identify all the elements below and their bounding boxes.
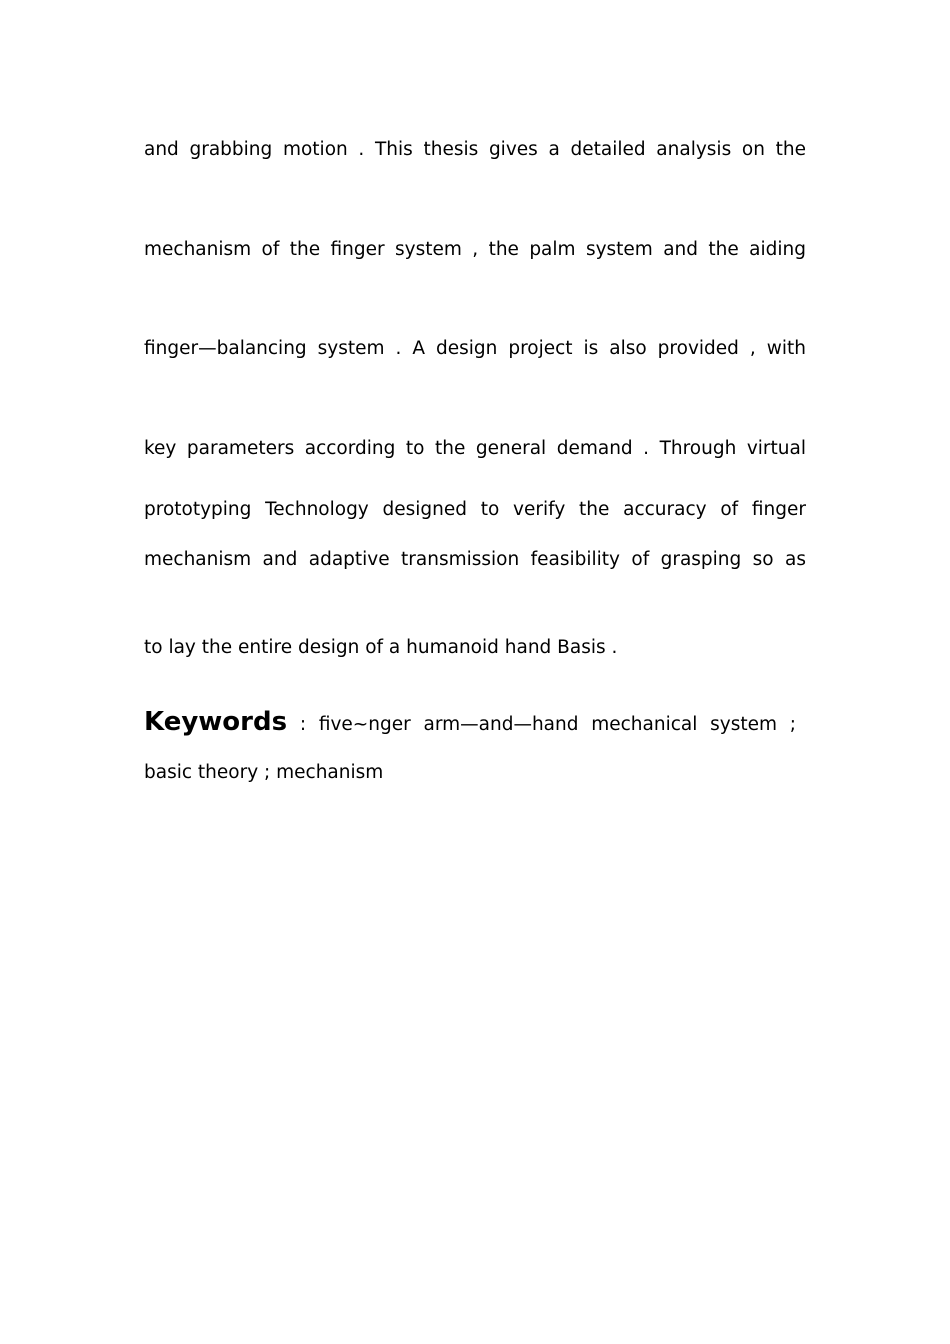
abstract-line-2: mechanism of the finger system , the palm system and the aiding xyxy=(144,239,806,260)
abstract-line-4: key parameters according to the general demand . Through virtual xyxy=(144,438,806,459)
abstract-line-3: finger—balancing system . A design project is also provided , with xyxy=(144,338,806,359)
abstract-line-7: to lay the entire design of a humanoid hand Basis . xyxy=(144,637,618,658)
keywords-line-2: basic theory ; mechanism xyxy=(144,762,384,783)
abstract-line-1: and grabbing motion . This thesis gives a detailed analysis on the xyxy=(144,139,806,160)
abstract-line-6: mechanism and adaptive transmission feasibility of grasping so as xyxy=(144,549,806,570)
abstract-line-5: prototyping Technology designed to verify the accuracy of finger xyxy=(144,499,806,520)
keywords-separator: : xyxy=(287,714,319,735)
keywords-label: Keywords xyxy=(144,707,288,737)
keywords-line-1 xyxy=(144,707,796,740)
keywords-text-1: five~nger arm—and—hand mechanical system ; xyxy=(318,714,796,735)
